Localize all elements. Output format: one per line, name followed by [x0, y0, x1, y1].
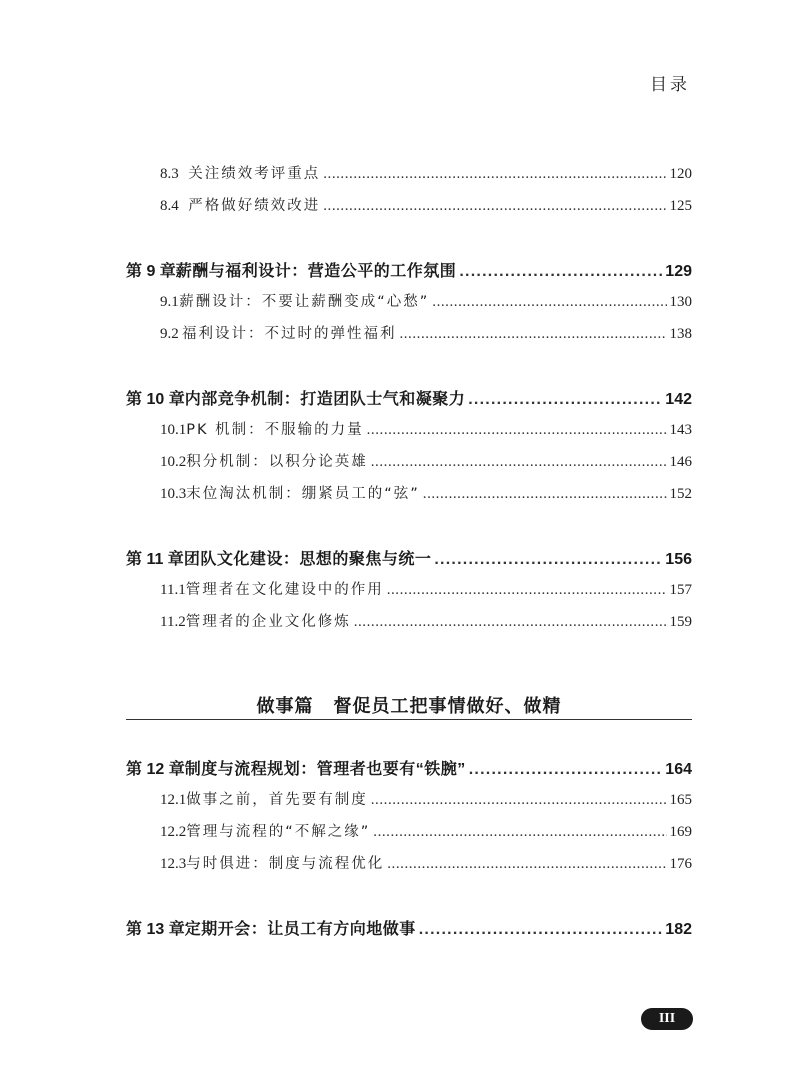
chapter-number: 第 12 章 [126, 761, 185, 778]
chapter-number: 第 11 章 [126, 551, 184, 568]
chapter-title: 制度与流程规划：管理者也要有“铁腕” [184, 761, 466, 778]
entry-number: 9.1 [160, 294, 179, 310]
entry-number: 11.2 [160, 614, 186, 630]
entry-title: 做事之前，首先要有制度 [186, 792, 368, 808]
toc-entry-10-3[interactable] [126, 482, 692, 508]
chapter-number: 第 10 章 [126, 391, 185, 408]
dot-leader [459, 263, 662, 281]
toc-chapter-11[interactable] [126, 546, 692, 572]
dot-leader [387, 582, 667, 599]
dot-leader [432, 294, 666, 311]
entry-page: 120 [669, 166, 692, 182]
toc-chapter-10[interactable] [126, 386, 692, 412]
page-number-badge: III [641, 1008, 693, 1030]
chapter-page: 129 [665, 263, 692, 280]
toc-entry-10-2[interactable] [126, 450, 692, 476]
dot-leader [469, 761, 663, 779]
toc-entry-11-1[interactable] [126, 578, 692, 604]
dot-leader [354, 614, 667, 631]
entry-number: 12.3 [160, 856, 187, 872]
entry-page: 146 [669, 454, 692, 470]
entry-number: 12.2 [160, 824, 187, 840]
chapter-page: 142 [665, 391, 692, 408]
entry-title: PK 机制：不服输的力量 [186, 422, 364, 438]
toc-chapter-9[interactable] [126, 258, 692, 284]
entry-page: 176 [669, 856, 692, 872]
entry-number: 11.1 [160, 582, 186, 598]
dot-leader [434, 551, 662, 569]
toc-entry-12-2[interactable] [126, 820, 692, 846]
dot-leader [367, 422, 667, 439]
entry-title: 末位淘汰机制：绷紧员工的“弦” [186, 486, 420, 502]
dot-leader [323, 198, 666, 215]
entry-number: 10.3 [160, 486, 187, 502]
entry-title: 积分机制：以积分论英雄 [186, 454, 368, 470]
entry-page: 169 [669, 824, 692, 840]
toc-chapter-12[interactable] [126, 756, 692, 782]
entry-title: 福利设计：不过时的弹性福利 [181, 326, 397, 342]
entry-title: 与时俱进：制度与流程优化 [186, 856, 385, 872]
chapter-page: 164 [665, 761, 692, 778]
entry-number: 12.1 [160, 792, 187, 808]
chapter-number: 第 13 章 [126, 921, 185, 938]
entry-title: 管理者在文化建设中的作用 [185, 582, 384, 598]
entry-number: 8.4 [160, 198, 179, 214]
chapter-title: 团队文化建设：思想的聚焦与统一 [183, 551, 432, 568]
entry-title: 关注绩效考评重点 [188, 166, 321, 182]
toc-entry-8-4[interactable] [126, 194, 692, 220]
entry-page: 130 [669, 294, 692, 310]
entry-number: 10.1 [160, 422, 187, 438]
entry-page: 159 [669, 614, 692, 630]
entry-number: 8.3 [160, 166, 179, 182]
entry-title: 管理者的企业文化修炼 [185, 614, 351, 630]
dot-leader [323, 166, 666, 183]
entry-page: 125 [669, 198, 692, 214]
entry-number: 9.2 [160, 326, 179, 342]
entry-page: 165 [669, 792, 692, 808]
toc-entry-9-2[interactable] [126, 322, 692, 348]
entry-number: 10.2 [160, 454, 187, 470]
part-title: 督促员工把事情做好、做精 [333, 696, 562, 716]
chapter-page: 156 [665, 551, 692, 568]
entry-page: 152 [669, 486, 692, 502]
chapter-title: 定期开会：让员工有方向地做事 [184, 921, 416, 938]
chapter-title: 内部竞争机制：打造团队士气和凝聚力 [184, 391, 466, 408]
entry-page: 157 [669, 582, 692, 598]
part-label: 做事篇 [256, 696, 314, 716]
chapter-title: 薪酬与福利设计：营造公平的工作氛围 [175, 263, 457, 280]
dot-leader [371, 792, 667, 809]
dot-leader [468, 391, 662, 409]
entry-page: 143 [669, 422, 692, 438]
chapter-page: 182 [665, 921, 692, 938]
toc-entry-12-1[interactable] [126, 788, 692, 814]
entry-page: 138 [669, 326, 692, 342]
entry-title: 管理与流程的“不解之缘” [186, 824, 371, 840]
part-divider [126, 719, 692, 720]
toc-entry-8-3[interactable] [126, 162, 692, 188]
dot-leader [423, 486, 667, 503]
chapter-number: 第 9 章 [126, 263, 176, 280]
dot-leader [419, 921, 663, 939]
dot-leader [387, 856, 666, 873]
dot-leader [371, 454, 667, 471]
toc-entry-12-3[interactable] [126, 852, 692, 878]
toc-chapter-13[interactable] [126, 916, 692, 942]
dot-leader [399, 326, 666, 343]
entry-title: 薪酬设计：不要让薪酬变成“心愁” [179, 294, 430, 310]
dot-leader [373, 824, 666, 841]
toc-entry-11-2[interactable] [126, 610, 692, 636]
toc-entry-10-1[interactable] [126, 418, 692, 444]
part-heading [126, 692, 692, 718]
toc-entry-9-1[interactable] [126, 290, 692, 316]
running-header: 目录 [650, 75, 690, 95]
entry-title: 严格做好绩效改进 [188, 198, 321, 214]
